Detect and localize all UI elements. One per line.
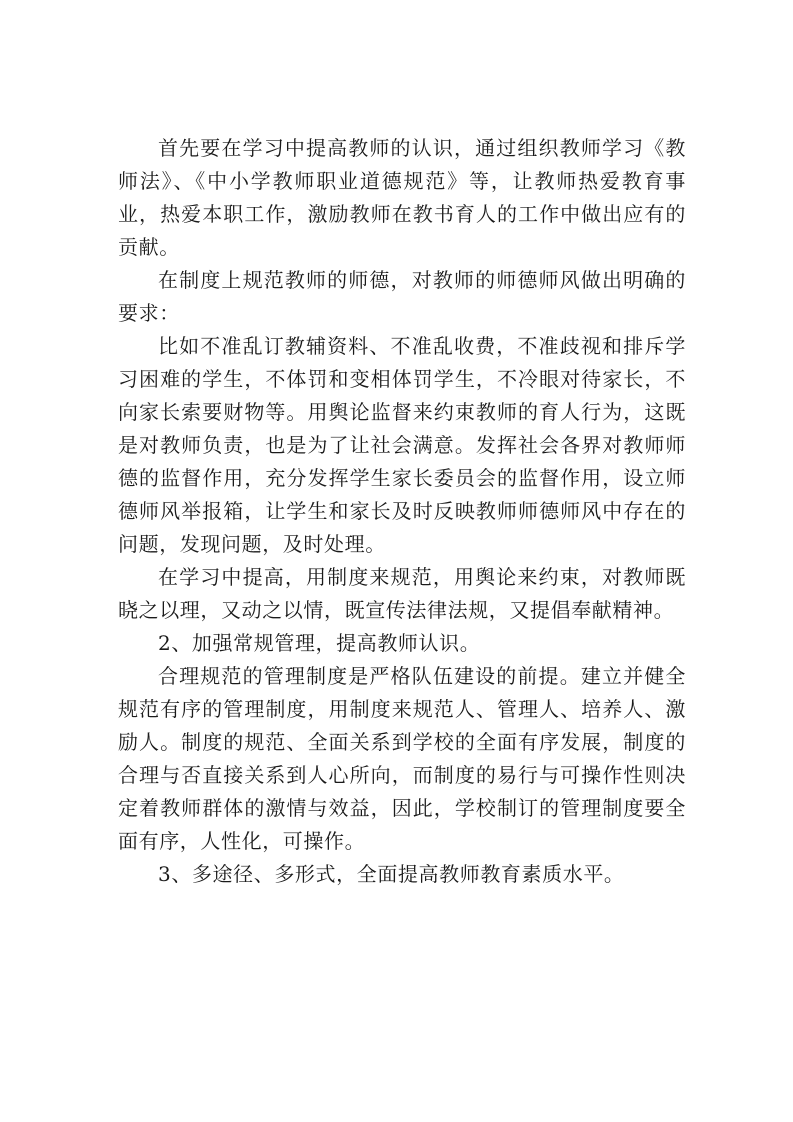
section-heading: 3、多途径、多形式，全面提高教师教育素质水平。 <box>158 862 625 886</box>
paragraph: 首先要在学习中提高教师的认识，通过组织教师学习《教师法》、《中小学教师职业道德规范》等，让教师热爱教育事业，热爱本职工作，激励教师在教书育人的工作中做出应有的贡献。 <box>118 136 686 259</box>
paragraph: 比如不准乱订教辅资料、不准乱收费，不准歧视和排斥学习困难的学生，不体罚和变相体罚学生，不冷眼对待家长，不向家长索要财物等。用舆论监督来约束教师的育人行为，这既是对教师负责，也是为了让社会满意。发挥社会各界对教师师德的监督作用，充分发挥学生家长委员会的监督作用，设立师德师风举报箱，让学生和家长及时反映教师师德师风中存在的问题，发现问题，及时处理。 <box>118 334 686 556</box>
paragraph: 在制度上规范教师的师德，对教师的师德师风做出明确的要求： <box>118 268 686 325</box>
paragraph: 在学习中提高，用制度来规范，用舆论来约束，对教师既晓之以理，又动之以情，既宣传法律法规，又提倡奉献精神。 <box>118 565 686 622</box>
document-body <box>118 132 686 891</box>
section-heading: 2、加强常规管理，提高教师认识。 <box>158 631 481 655</box>
paragraph: 合理规范的管理制度是严格队伍建设的前提。建立并健全规范有序的管理制度，用制度来规范人、管理人、培养人、激励人。制度的规范、全面关系到学校的全面有序发展，制度的合理与否直接关系到人心所向，而制度的易行与可操作性则决定着教师群体的激情与效益，因此，学校制订的管理制度要全面有序，人性化，可操作。 <box>118 664 686 853</box>
